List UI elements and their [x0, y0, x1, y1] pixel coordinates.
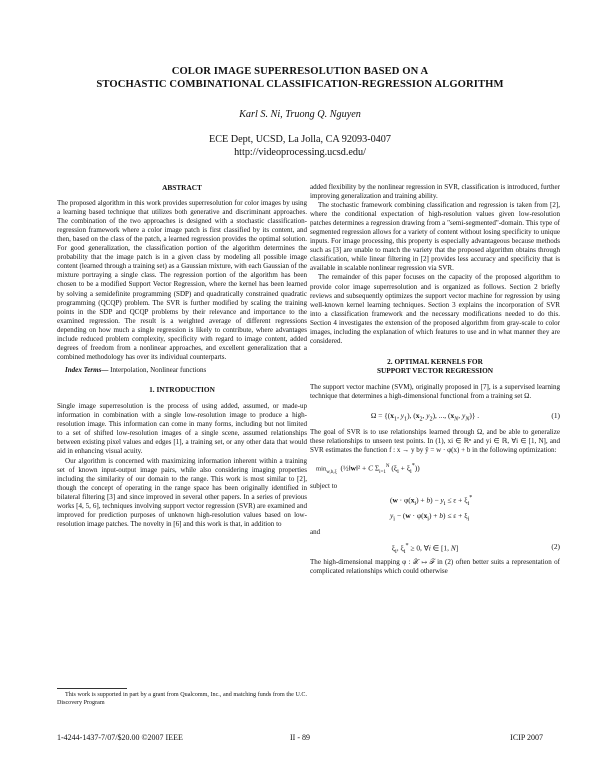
index-terms — [57, 366, 307, 375]
equation-1-number: (1) — [551, 410, 560, 420]
right-paragraph-2: The stochastic framework combining classification and regression is taken from [2], where the conditional expectation of high-resolution values given low-resolution patches determines a regression drawing from a "semi-segmented"-domain. This type of segmented regression allows for a variety of content without losing specificity to unique inputs. For image processing, this property is especially advantageous because methods such as [3] are unable to match the variety that the proposed algorithm obtains through classification, while linear filtering in [2] provides less accuracy and specificity that is available in scalable nonlinear regression via SVR. — [310, 201, 560, 273]
index-terms-value: Interpolation, Nonlinear functions — [110, 365, 207, 374]
section-2-heading — [310, 357, 560, 376]
footnote: This work is supported in part by a grant from Qualcomm, Inc., and matching funds from the U.C. Discovery Program — [57, 692, 307, 706]
constraint-1: $(w \cdot \varphi(x_i) + b) - y_i \le \varepsilon + \xi_i^*$ — [390, 494, 473, 507]
authors: Karl S. Ni, Truong Q. Nguyen — [239, 109, 361, 120]
footer-isbn: 1-4244-1437-7/07/$20.00 ©2007 IEEE — [57, 733, 183, 742]
footer-conference: ICIP 2007 — [510, 733, 543, 742]
left-column — [57, 183, 307, 529]
section-2-heading-line-1: 2. OPTIMAL KERNELS FOR — [387, 356, 483, 366]
constraint-2: $y_i - (w \cdot \varphi(x_i) + b) \le \varepsilon + \xi_i$ — [390, 510, 470, 523]
intro-paragraph-2: Our algorithm is concerned with maximizing information inherent within a training set of known input-output image pairs, while also considering imaging properties including the similarity of our domain to the range. This work is most similar to [2], though the concept of operating in the range space has been originally identified in bilateral filtering [3] and since improved in several other papers. In a series of previous works [4, 5, 6], techniques involving support vector regression (SVR) are examined and improved for prediction purposes of unknown high-resolution values based on low-resolution image patches. The novelty in [6] and this work is that, in addition to — [57, 456, 307, 528]
right-paragraph-3: The remainder of this paper focuses on the capacity of the proposed algorithm to provide color image superresolution and is organized as follows. Section 2 briefly reviews and subsequently optimizes the support vector machine for regression by using well-known kernel learning techniques. Section 3 explains the incorporation of SVR into a classification framework and the necessary modifications needed to do this. Section 4 investigates the extension of the proposed algorithm from gray-scale to color images, including the explanation of which features to use and in what manner they are considered. — [310, 273, 560, 345]
equation-2-body: $\xi_i$, $\xi_i^* \ge 0$, ∀i ∈ [1, N] — [391, 543, 459, 556]
index-terms-label: Index Terms— — [65, 365, 109, 374]
affiliation-dept: ECE Dept, UCSD, La Jolla, CA 92093-0407 — [209, 134, 391, 145]
and-label: and — [310, 528, 321, 537]
right-paragraph-5: The goal of SVR is to use relationships learned through Ω, and be able to generalize these relationships to unseen test points. In (1), xi ∈ ℝⁿ and yi ∈ ℝ, ∀i ∈ [1, N], and SVR estimates the function f : x → y by ŷ = w · φ(x) + b in the following optimization: — [310, 427, 560, 454]
abstract-heading: ABSTRACT — [162, 183, 202, 192]
footnote-area — [57, 688, 307, 708]
equation-1-body: $\Omega = \{(x_1$, $y_1$), ($x_2$, $y_2$), ..., ($x_N$, $y_N$)} . — [370, 410, 480, 422]
abstract-text: The proposed algorithm in this work provides superresolution for color images by using a learning based technique that utilizes both generative and discriminant approaches. The combination of the two approaches is designed with a stochastic classification-regression framework where a color image patch is first classified by its content, and then, based on the class of the patch, a learned regression provides the optimal solution. For good generalization, the classification portion of the algorithm determines the probability that the image patch is in a given class by modeling all possible image content (learned through a training set) as a Gaussian mixture, with each Gaussian of the mixture portraying a single class. The regression portion of the algorithm has been chosen to be a modified Support Vector Regression, where the kernel has been learned by solving a semidefinite programming (SDP) and quadratically constrained quadratic programming (QCQP) problem. The SVR is further modified by scaling the training points in the SDP and QCQP problems by their relevance and importance to the examined regression. The result is a weighted average of different regressions depending on how much a single regression is likely to contribute, where advantages include reduced problem complexity, specificity with regard to image content, added degrees of freedom from a nonlinear approaches, and excellent generalization that a combined methodology has over its individual counterparts. — [57, 199, 307, 361]
right-paragraph-4: The support vector machine (SVM), originally proposed in [7], is a supervised learning technique that determines a high-dimensional functional from a training set Ω. — [310, 383, 560, 401]
affiliation-url: http://videoprocessing.ucsd.edu/ — [234, 147, 366, 158]
right-paragraph-1: added flexibility by the nonlinear regression in SVR, classification is introduced, further improving generalization and training ability. — [310, 183, 560, 201]
right-paragraph-6: The high-dimensional mapping φ : 𝒳 ↦ ℱ in (2) often better suits a representation of complicated relationships which could otherwise — [310, 558, 560, 576]
optimization-objective: $\min_{w,b,\xi}$ (½‖w‖² + C $\Sigma_{i=1}^N$ $(\xi_i + \xi_i^*)$) — [316, 462, 420, 475]
paper-title-line-2: STOCHASTIC COMBINATIONAL CLASSIFICATION-REGRESSION ALGORITHM — [96, 79, 504, 90]
equation-2-number: (2) — [551, 542, 560, 552]
subject-to-label: subject to — [310, 481, 338, 490]
intro-heading: 1. INTRODUCTION — [149, 384, 215, 394]
footer-page-number: II - 89 — [290, 733, 310, 742]
footnote-rule — [57, 688, 127, 689]
constraints — [310, 493, 560, 525]
intro-paragraph-1: Single image superresolution is the process of using added, assumed, or made-up information in combination with a single low-resolution image to produce a high-resolution image. This information can come in many forms, including but not limited to a set of shifted low-resolution images of a single scene, assumed relationships between existing pixel values and edges [1], a training set, or any other data that would aid in enhancing visual acuity. — [57, 402, 307, 456]
paper-title-line-1: COLOR IMAGE SUPERRESOLUTION BASED ON A — [171, 66, 429, 77]
section-2-heading-line-2: SUPPORT VECTOR REGRESSION — [376, 366, 494, 376]
equation-1 — [310, 408, 560, 425]
right-column — [310, 183, 560, 576]
equation-2 — [310, 539, 560, 556]
